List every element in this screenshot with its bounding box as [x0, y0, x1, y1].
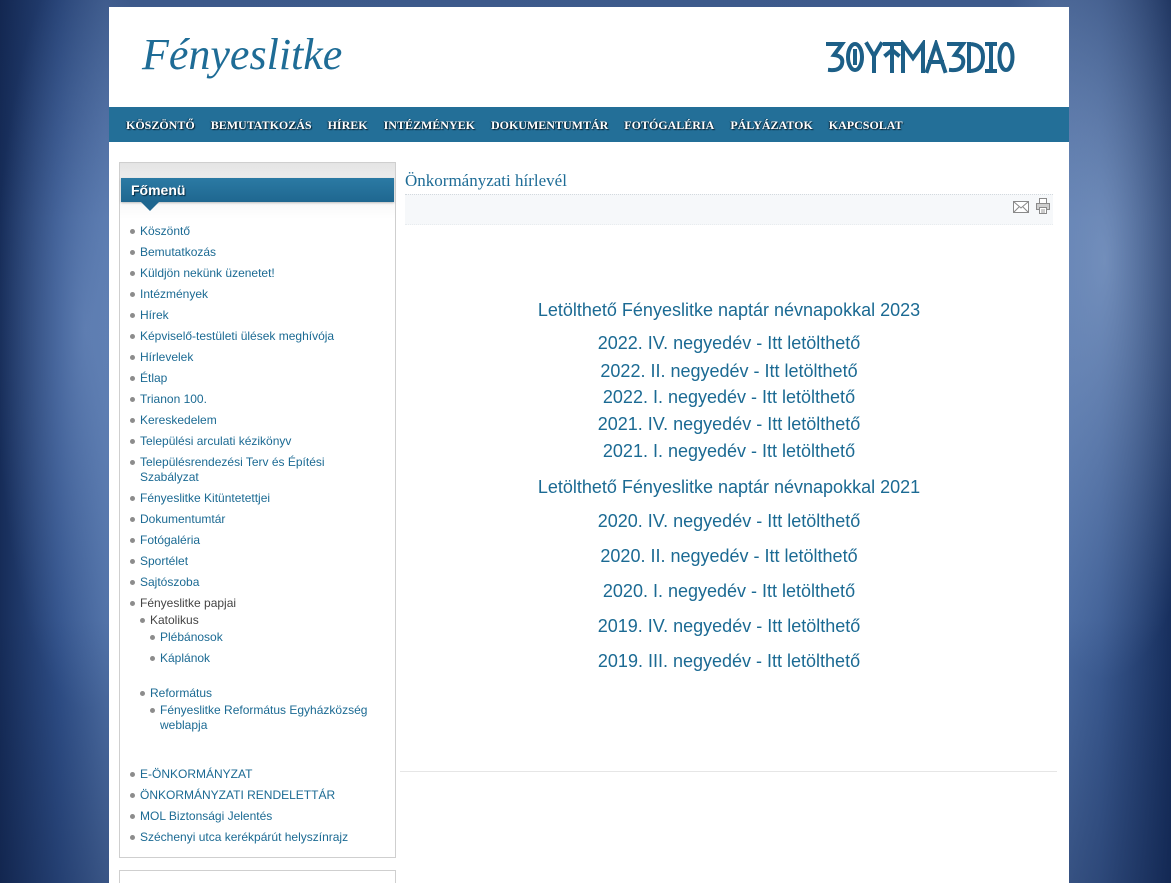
- sidebar-item-koszonto[interactable]: Köszöntő: [120, 224, 395, 239]
- article-title: Önkormányzati hírlevél: [405, 171, 567, 190]
- article-divider: [400, 771, 1057, 772]
- sidebar-second-box: [119, 870, 396, 883]
- newsletter-2021-q4-link[interactable]: 2021. IV. negyedév - Itt letölthető: [597, 414, 861, 434]
- newsletter-2022-q2-link[interactable]: 2022. II. negyedév - Itt letölthető: [600, 361, 858, 381]
- calendar-2023-link[interactable]: Letölthető Fényeslitke naptár névnapokkal 2023: [537, 300, 921, 320]
- newsletter-2020-q1-link[interactable]: 2020. I. negyedév - Itt letölthető: [602, 581, 856, 601]
- sidebar-item-kereskedelem[interactable]: Kereskedelem: [120, 413, 395, 428]
- newsletter-2020-q2-link[interactable]: 2020. II. negyedév - Itt letölthető: [600, 546, 858, 566]
- site-title-logo: Fényeslitke: [142, 30, 343, 79]
- sidebar-item-hirlevelek[interactable]: Hírlevelek: [120, 350, 395, 365]
- sidebar-item-dokumentumtar[interactable]: Dokumentumtár: [120, 512, 395, 527]
- sidebar-item-papjai: Fényeslitke papjai: [120, 596, 395, 611]
- sidebar-item-kepviselo-testuleti[interactable]: Képviselő-testületi ülések meghívója: [120, 329, 395, 344]
- sidebar-item-rendelettar[interactable]: ÖNKORMÁNYZATI RENDELETTÁR: [120, 788, 395, 803]
- calendar-2021-link[interactable]: Letölthető Fényeslitke naptár névnapokkal 2021: [537, 477, 921, 497]
- nav-item-dokumentumtar[interactable]: DOKUMENTUMTÁR: [490, 117, 609, 132]
- sidebar-item-etlap[interactable]: Étlap: [120, 371, 395, 386]
- newsletter-list: [405, 7, 1053, 767]
- sidebar-item-arculati-kezikonyv[interactable]: Települési arculati kézikönyv: [120, 434, 395, 449]
- sidebar-header: [121, 178, 394, 202]
- sidebar-item-bemutatkozas[interactable]: Bemutatkozás: [120, 245, 395, 260]
- sidebar-subitem-kaplanok[interactable]: Káplánok: [120, 651, 395, 666]
- newsletter-2019-q4-link[interactable]: 2019. IV. negyedév - Itt letölthető: [597, 616, 861, 636]
- sidebar-item-intezmenyek[interactable]: Intézmények: [120, 287, 395, 302]
- sidebar-subitem-reformatus-weblap[interactable]: Fényeslitke Református Egyházközség weblapja: [120, 703, 395, 733]
- sidebar-menu-list: [120, 224, 395, 851]
- sidebar-header-arrow-icon: [141, 202, 159, 211]
- page-container: [109, 7, 1069, 883]
- sidebar-item-mol-jelentes[interactable]: MOL Biztonsági Jelentés: [120, 809, 395, 824]
- sidebar-item-kerekparut[interactable]: Széchenyi utca kerékpárút helyszínrajz: [120, 830, 395, 845]
- nav-item-kapcsolat[interactable]: KAPCSOLAT: [828, 117, 903, 132]
- nav-item-intezmenyek[interactable]: INTÉZMÉNYEK: [383, 117, 475, 132]
- nav-item-koszonto[interactable]: KÖSZÖNTŐ: [126, 117, 195, 132]
- nav-item-hirek[interactable]: HÍREK: [327, 117, 368, 132]
- sidebar-item-e-onkormanyzat[interactable]: E-ÖNKORMÁNYZAT: [120, 767, 395, 782]
- sidebar-item-sajtoszoba[interactable]: Sajtószoba: [120, 575, 395, 590]
- sidebar-item-uzenet[interactable]: Küldjön nekünk üzenetet!: [120, 266, 395, 281]
- newsletter-2019-q3-link[interactable]: 2019. III. negyedév - Itt letölthető: [597, 651, 861, 671]
- sidebar-subitem-plebanosok[interactable]: Plébánosok: [120, 630, 395, 645]
- sidebar-subitem-katolikus: Katolikus: [120, 613, 395, 628]
- newsletter-2022-q4-link[interactable]: 2022. IV. negyedév - Itt letölthető: [597, 333, 861, 353]
- nav-item-fotogaleria[interactable]: FOTÓGALÉRIA: [624, 117, 715, 132]
- sidebar-main-menu: [119, 162, 396, 858]
- newsletter-2020-q4-link[interactable]: 2020. IV. negyedév - Itt letölthető: [597, 511, 861, 531]
- nav-item-palyazatok[interactable]: PÁLYÁZATOK: [730, 117, 813, 132]
- sidebar-title: Főmenü: [131, 182, 186, 198]
- sidebar-item-telepulesrendezesi-terv[interactable]: Településrendezési Terv és Építési Szabályzat: [120, 455, 395, 485]
- newsletter-2022-q1-link[interactable]: 2022. I. negyedév - Itt letölthető: [602, 387, 856, 407]
- sidebar-item-kituntetettjei[interactable]: Fényeslitke Kitüntetettjei: [120, 491, 395, 506]
- sidebar-item-sportelet[interactable]: Sportélet: [120, 554, 395, 569]
- newsletter-2021-q1-link[interactable]: 2021. I. negyedév - Itt letölthető: [602, 441, 856, 461]
- sidebar-item-hirek[interactable]: Hírek: [120, 308, 395, 323]
- sidebar-subitem-reformatus[interactable]: Református: [120, 686, 395, 701]
- sidebar-item-fotogaleria[interactable]: Fotógaléria: [120, 533, 395, 548]
- nav-item-bemutatkozas[interactable]: BEMUTATKOZÁS: [210, 117, 312, 132]
- sidebar-item-trianon[interactable]: Trianon 100.: [120, 392, 395, 407]
